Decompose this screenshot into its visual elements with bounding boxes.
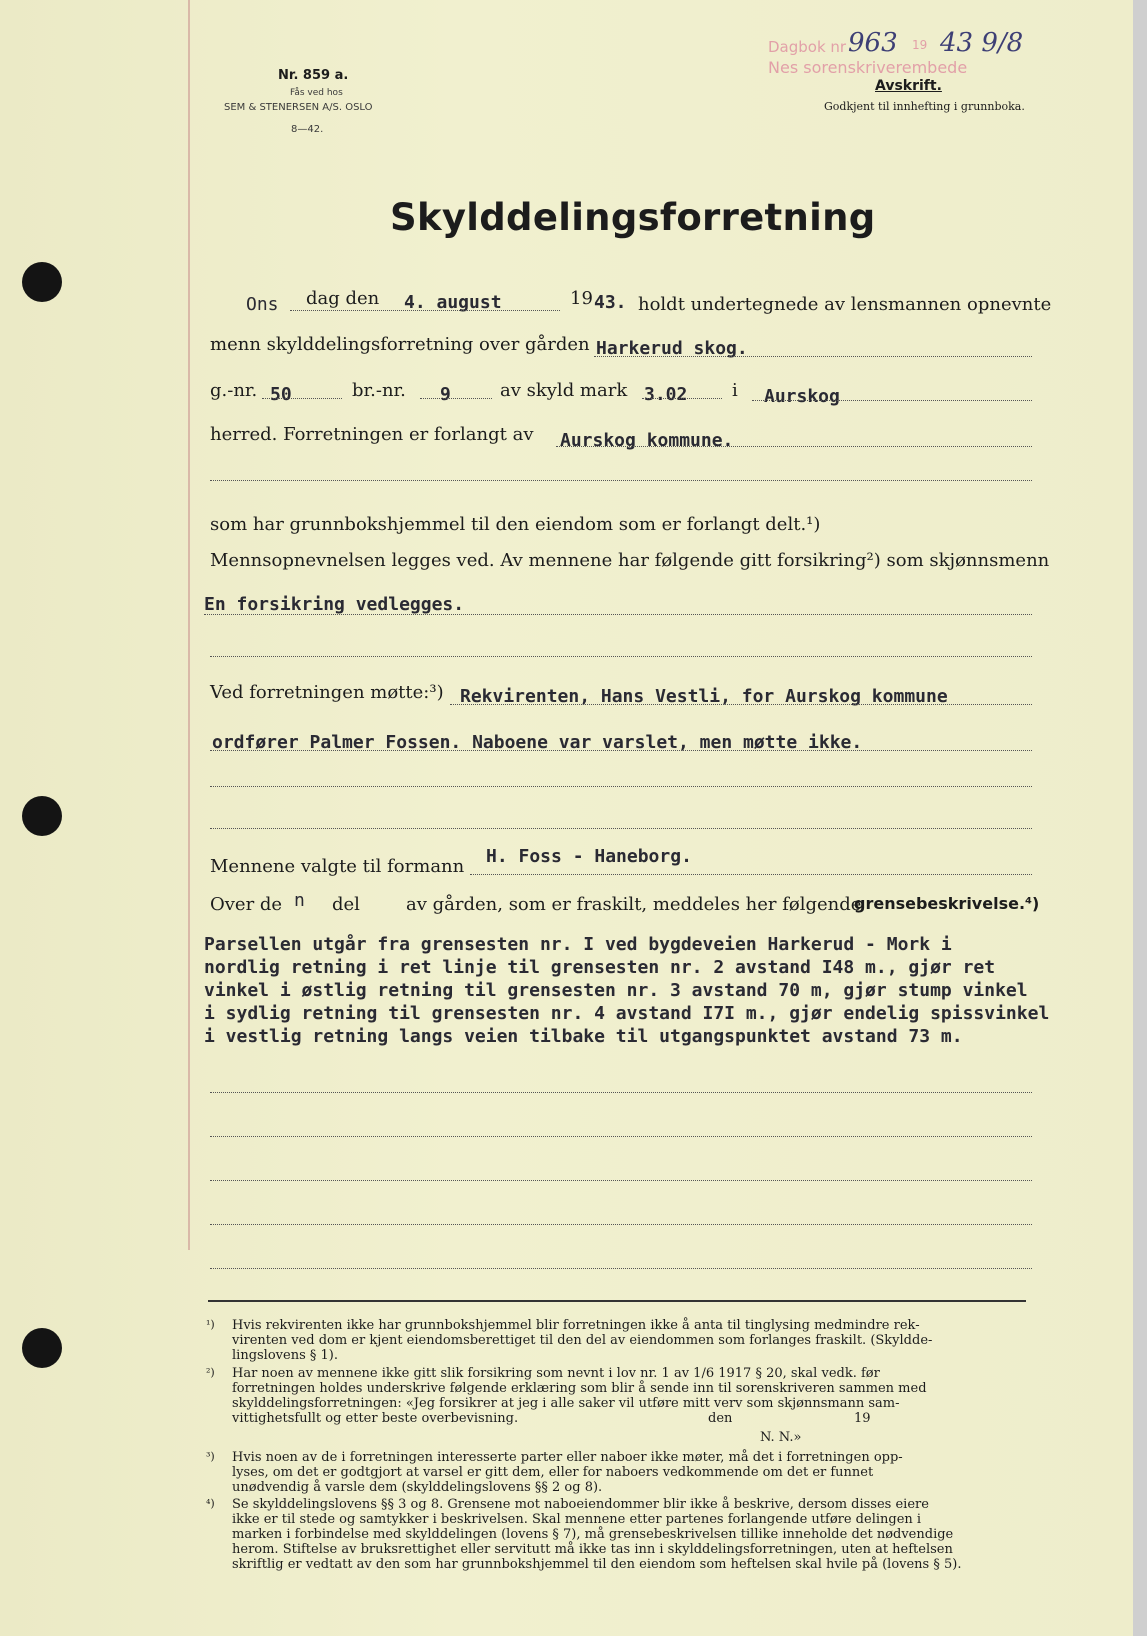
fill-line bbox=[210, 1268, 1032, 1269]
label-text: grensebeskrivelse.⁴) bbox=[854, 894, 1040, 913]
fill-line bbox=[210, 750, 1032, 751]
herred-value: Aurskog bbox=[764, 386, 840, 407]
description-line: i sydlig retning til grensesten nr. 4 avstand I7I m., gjør endelig spissvinkel bbox=[204, 1003, 1050, 1024]
label-text: av skyld mark bbox=[500, 380, 628, 401]
footnote-signature: N. N.» bbox=[760, 1430, 802, 1445]
fill-line bbox=[210, 1224, 1032, 1225]
document-title: Skylddelingsforretning bbox=[390, 196, 876, 239]
form-number: Nr. 859 a. bbox=[278, 68, 349, 83]
footnote-line: herom. Stiftelse av bruksrettighet eller servitutt må ikke tas inn i skylddelingsforretningen, uten at heftelsen bbox=[232, 1542, 953, 1557]
punch-hole bbox=[22, 1328, 62, 1368]
fill-line bbox=[210, 786, 1032, 787]
margin-line bbox=[188, 0, 190, 1250]
label-text: 19 bbox=[570, 288, 593, 309]
footnote-line: skriftlig er vedtatt av den som har grunnbokshjemmel til den eiendom som heftelsen skal hvile på (lovens § 5). bbox=[232, 1557, 962, 1572]
fill-line bbox=[210, 1180, 1032, 1181]
printer-line: 8—42. bbox=[291, 124, 324, 135]
footnote-line: Se skylddelingslovens §§ 3 og 8. Grensene mot naboeiendommer blir ikke å beskrive, dersom disses eiere bbox=[232, 1497, 929, 1512]
fill-line bbox=[594, 356, 1032, 357]
description-line: vinkel i østlig retning til grensesten nr. 3 avstand 70 m, gjør stump vinkel bbox=[204, 980, 1028, 1001]
label-text: av gården, som er fraskilt, meddeles her følgende bbox=[406, 894, 862, 915]
label-text: herred. Forretningen er forlangt av bbox=[210, 424, 534, 445]
attendance-text: Rekvirenten, Hans Vestli, for Aurskog kommune bbox=[460, 686, 948, 707]
fill-line bbox=[210, 828, 1032, 829]
journal-date: 43 9/8 bbox=[940, 28, 1024, 58]
fill-line bbox=[290, 310, 560, 311]
weekday-value: Ons bbox=[246, 294, 279, 315]
fill-line bbox=[210, 1136, 1032, 1137]
journal-number: 963 bbox=[848, 28, 898, 58]
footnote-mark: ³) bbox=[206, 1450, 215, 1463]
description-line: Parsellen utgår fra grensesten nr. I ved bygdeveien Harkerud - Mork i bbox=[204, 934, 952, 955]
stamp-text: Nes sorenskriverembede bbox=[768, 58, 968, 77]
fill-line bbox=[420, 398, 492, 399]
avskrift-label: Avskrift. bbox=[875, 78, 942, 94]
farm-name: Harkerud skog. bbox=[596, 338, 748, 359]
label-text: Ved forretningen møtte:³) bbox=[210, 682, 444, 703]
label-text: Mennsopnevnelsen legges ved. Av mennene har følgende gitt forsikring²) som skjønnsmenn bbox=[210, 550, 1050, 571]
punch-hole bbox=[22, 796, 62, 836]
footnote-line: virenten ved dom er kjent eiendomsberettiget til den del av eiendommen som forlanges fraskilt. (Skyldde- bbox=[232, 1333, 933, 1348]
fill-line bbox=[450, 704, 1032, 705]
label-text: Over de bbox=[210, 894, 283, 915]
footnote-line: ikke er til stede og samtykker i beskrivelsen. Skal mennene etter partenes forlangende utføre delingen i bbox=[232, 1512, 922, 1527]
footnote-line: unødvendig å varsle dem (skylddelingslovens §§ 2 og 8). bbox=[232, 1480, 603, 1495]
footnote-line: lyses, om det er godtgjort at varsel er gitt dem, eller for naboers vedkommende om det er funnet bbox=[232, 1465, 874, 1480]
punch-hole bbox=[22, 262, 62, 302]
label-text: del bbox=[332, 894, 360, 915]
footnote-line: vittighetsfullt og etter beste overbevisning. bbox=[232, 1411, 519, 1426]
insurance-text: En forsikring vedlegges. bbox=[204, 594, 465, 615]
fill-line bbox=[642, 398, 722, 399]
fill-line bbox=[210, 480, 1032, 481]
label-text: Mennene valgte til formann bbox=[210, 856, 465, 877]
chairman-value: H. Foss - Haneborg. bbox=[486, 846, 692, 867]
fill-line bbox=[556, 446, 1032, 447]
footnote-line: forretningen holdes underskrive følgende erklæring som blir å sende inn til sorenskriveren sammen med bbox=[232, 1381, 927, 1396]
label-text: som har grunnbokshjemmel til den eiendom som er forlangt delt.¹) bbox=[210, 514, 821, 535]
fill-line bbox=[262, 398, 342, 399]
footnote-year: 19 bbox=[854, 1411, 871, 1426]
footnote-line: lingslovens § 1). bbox=[232, 1348, 338, 1363]
attendance-text: ordfører Palmer Fossen. Naboene var varslet, men møtte ikke. bbox=[212, 732, 863, 753]
approval-note: Godkjent til innhefting i grunnboka. bbox=[824, 100, 1025, 113]
gnr-value: 50 bbox=[270, 384, 292, 405]
label-text: i bbox=[732, 380, 738, 401]
page-edge bbox=[1133, 0, 1147, 1636]
footnote-mark: ²) bbox=[206, 1366, 215, 1379]
requester-value: Aurskog kommune. bbox=[560, 430, 734, 451]
fill-line bbox=[210, 1092, 1032, 1093]
fill-line bbox=[752, 400, 1032, 401]
footnote-den: den bbox=[708, 1411, 733, 1426]
fill-line bbox=[210, 656, 1032, 657]
fill-line bbox=[204, 614, 1032, 615]
footnote-line: marken i forbindelse med skylddelingen (lovens § 7), må grensebeskrivelsen tillike inneholde det nødvendige bbox=[232, 1527, 954, 1542]
description-line: i vestlig retning langs veien tilbake til utgangspunktet avstand 73 m. bbox=[204, 1026, 963, 1047]
date-value: 4. august bbox=[404, 292, 502, 313]
label-text: g.-nr. bbox=[210, 380, 258, 401]
label-text: br.-nr. bbox=[352, 380, 406, 401]
footnote-mark: ⁴) bbox=[206, 1497, 215, 1510]
divider bbox=[208, 1300, 1026, 1302]
stamp-text: Dagbok nr bbox=[768, 38, 847, 56]
year-value: 43. bbox=[594, 292, 627, 313]
brnr-value: 9 bbox=[440, 384, 451, 405]
footnote-line: Hvis rekvirenten ikke har grunnbokshjemmel blir forretningen ikke å anta til tinglysing medmindre rek- bbox=[232, 1318, 920, 1333]
printer-line: Fås ved hos bbox=[290, 88, 343, 98]
footnote-line: skylddelingsforretningen: «Jeg forsikrer at jeg i alle saker vil utføre mitt verv som skjønnsmann sam- bbox=[232, 1396, 900, 1411]
description-line: nordlig retning i ret linje til grensesten nr. 2 avstand I48 m., gjør ret bbox=[204, 957, 996, 978]
label-text: menn skylddelingsforretning over gården bbox=[210, 334, 590, 355]
fill-line bbox=[470, 874, 1032, 875]
label-text: dag den bbox=[306, 288, 380, 309]
footnote-line: Hvis noen av de i forretningen interesserte parter eller naboer ikke møter, må det i forretningen opp- bbox=[232, 1450, 903, 1465]
stamp-year: 19 bbox=[912, 38, 928, 52]
part-value: n bbox=[294, 890, 305, 911]
label-text: holdt undertegnede av lensmannen opnevnte bbox=[638, 294, 1052, 315]
skyld-value: 3.02 bbox=[644, 384, 688, 405]
footnote-mark: ¹) bbox=[206, 1318, 215, 1331]
printer-line: SEM & STENERSEN A/S. OSLO bbox=[224, 102, 373, 113]
footnote-line: Har noen av mennene ikke gitt slik forsikring som nevnt i lov nr. 1 av 1/6 1917 § 20, skal vedk. før bbox=[232, 1366, 880, 1381]
